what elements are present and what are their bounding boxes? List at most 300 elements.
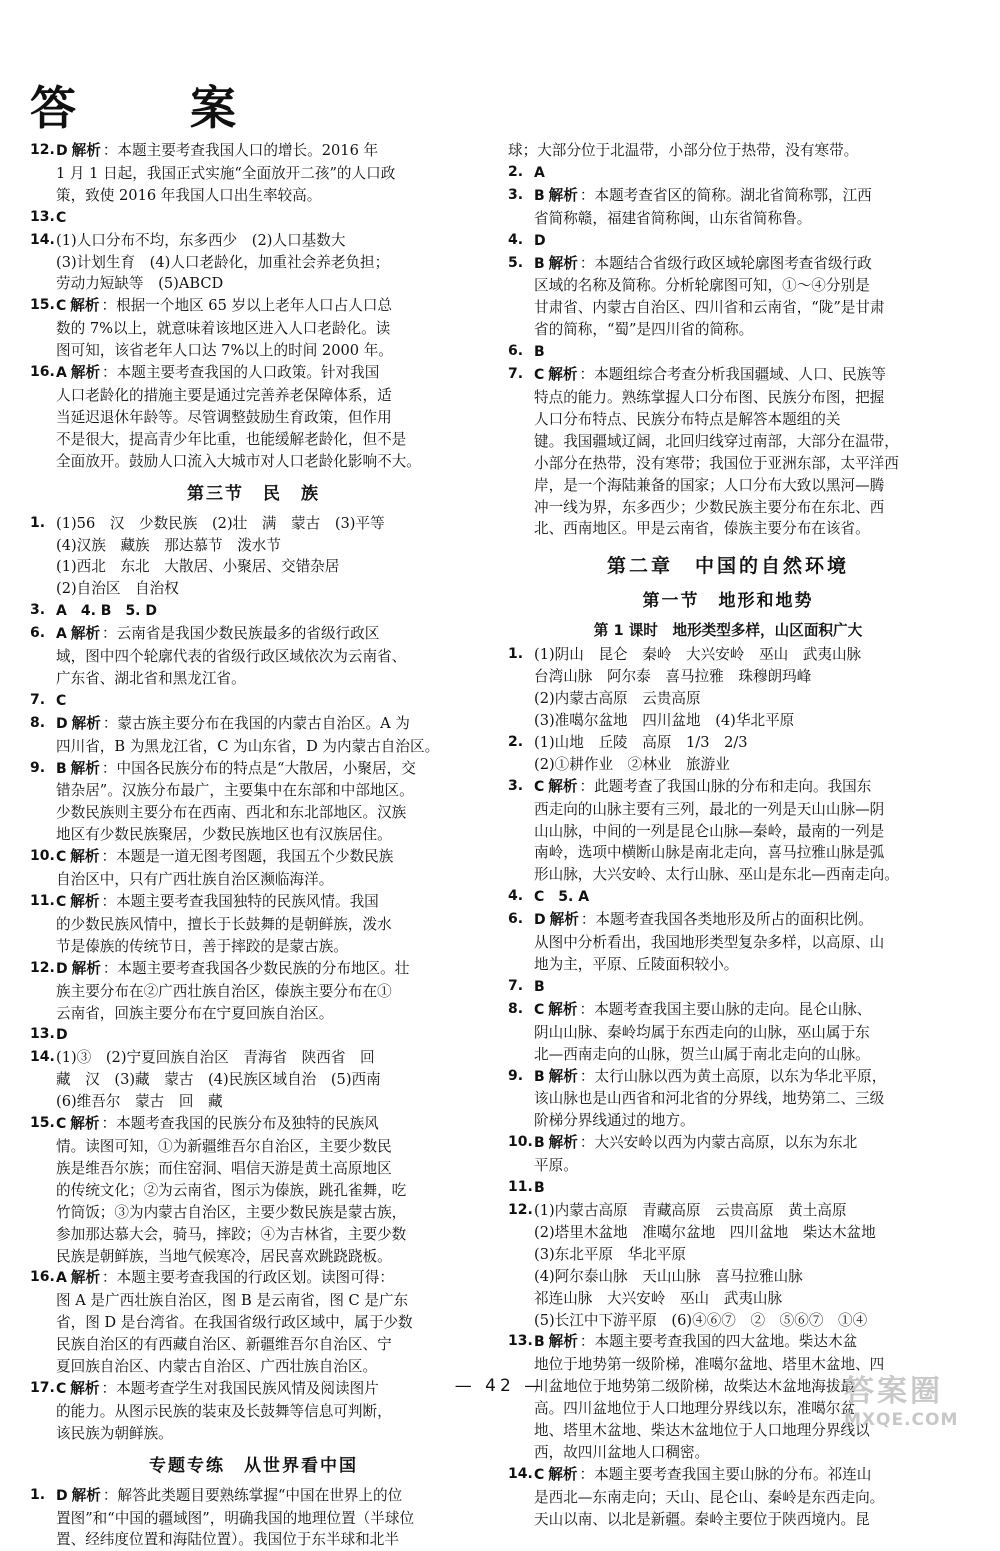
line-text: 天山以南、以北是新疆。秦岭主要位于陕西境内。昆 [534,1510,870,1528]
item-number: 1. [30,1486,46,1503]
item-number: 17. [30,1379,55,1396]
answer-line [534,842,948,864]
answer-line [534,162,948,185]
line-text: ：本题考查省区的简称。湖北省简称鄂，江西 [579,186,872,204]
item-number: 12. [508,1201,533,1218]
line-text: ：本题主要考查我国的行政区划。读图可得： [102,1269,394,1287]
line-text: 参加那达慕大会，骑马，摔跤；④为吉林省，主要少数 [56,1225,407,1243]
answer-choice: C [534,367,545,384]
analysis-tag: 解析 [71,714,101,732]
answer-line [534,185,948,208]
line-text: 西走向的山脉主要有三列，最北的一列是天山山脉—阴 [534,800,885,818]
line-text: (3)东北平原 华北平原 [534,1245,687,1263]
answer-item [30,1267,477,1378]
answer-choice: A [534,164,545,181]
answer-line [534,1200,948,1222]
line-text: (5)长江中下游平原 (6)④⑥⑦ ② ⑤⑥⑦ ①④ [534,1311,868,1329]
item-number: 6. [508,343,524,360]
line-text: 阴山山脉、秦岭均属于东西走向的山脉，巫山属于东 [534,1023,870,1041]
answer-line [534,453,948,475]
analysis-tag: 解析 [70,625,101,643]
answer-choice: B [534,1068,545,1085]
answer-line [56,623,477,646]
line-text: ：此题考查了我国山脉的分布和走向。我国东 [579,777,872,795]
item-number: 13. [508,1333,533,1350]
answer-line [534,518,948,540]
item-number: 7. [30,691,46,708]
analysis-tag: 解析 [548,1333,578,1351]
answer-choice: C [534,1466,545,1483]
answer-line [56,1290,477,1312]
answer-line [56,318,477,340]
page-number: — 42 — [454,1376,546,1396]
answer-choice: A [56,626,67,643]
answer-line [56,1024,477,1047]
item-number: 13. [30,1026,55,1043]
answer-item [30,623,477,690]
answer-choice: B [534,1135,545,1152]
item-number: 2. [508,163,524,180]
line-text: ：本题是一道无图考图题，我国五个少数民族 [101,848,394,866]
line-text: (3)计划生育 (4)人口老龄化，加重社会养老负担； [56,253,390,271]
line-text: 西，故四川盆地人口稠密。 [534,1443,710,1461]
item-number: 16. [30,364,55,381]
line-text: 置图”和“中国的疆域图”，明确我国的地理位置（半球位 [56,1509,415,1527]
answer-item [508,909,948,976]
answer-line [534,208,948,230]
answer-line [56,163,477,185]
answer-item [30,958,477,1025]
answer-line [56,1485,477,1508]
line-text: 自治区中，只有广西壮族自治区濒临海洋。 [56,871,334,889]
answer-line [534,1509,948,1531]
line-text: 北—西南走向的山脉，贺兰山属于南北走向的山脉。 [534,1045,870,1063]
analysis-tag: 解析 [548,1465,578,1483]
line-text: ：根据一个地区 65 岁以上老年人口占人口总 [101,297,393,315]
answer-item [508,1177,948,1200]
answer-line [56,736,477,758]
answer-line [534,409,948,431]
answer-line [56,1202,477,1224]
line-text: 族主要分布在②广西壮族自治区，傣族主要分布在① [56,982,392,1000]
line-text: 少数民族则主要分布在西南、西北和东北部地区。汉族 [56,804,407,822]
answer-line [56,1529,477,1551]
answer-line [56,758,477,781]
item-number: 11. [508,1179,533,1196]
answer-line [534,1177,948,1200]
item-number: 4. [508,888,524,905]
answer-choice: C [534,1001,545,1018]
answer-line [534,776,948,799]
answer-line [534,1222,948,1244]
line-text: ：本题结合省级行政区域轮廓图考查省级行政 [579,254,872,272]
answer-line [534,497,948,519]
item-number: 2. [508,733,524,750]
answer-line [56,891,477,914]
watermark-top: 答案圈 [844,1374,943,1409]
line-text: 南岭，选项中横断山脉是南北走向，喜马拉雅山脉是弧 [534,844,885,862]
answer-item [508,1200,948,1331]
answer-choice: B [534,1334,545,1351]
answer-choice: D [534,912,546,929]
line-text: 节是傣族的传统节日，善于摔跤的是蒙古族。 [56,937,348,955]
answer-line [534,1442,948,1464]
line-text: (2)塔里木盆地 准噶尔盆地 四川盆地 柴达木盆地 [534,1223,876,1241]
line-text: ：本题主要考查我国的人口政策。针对我国 [102,364,380,382]
line-text: 图 A 是广西壮族自治区，图 B 是云南省，图 C 是广东 [56,1292,409,1310]
answer-line [56,407,477,429]
line-text: 北、西南地区。甲是云南省，傣族主要分布在该省。 [534,520,870,538]
line-text: (2)自治区 自治权 [56,580,179,598]
line-text: 地区有少数民族聚居，少数民族地区也有汉族居住。 [56,826,392,844]
line-text: ：本题主要考查我国的四大盆地。柴达木盆 [579,1333,858,1351]
answer-choice: C [56,209,67,226]
answer-line [534,1044,948,1066]
answer-choice: A 4. B 5. D [56,603,157,620]
answer-line [56,429,477,451]
answer-line [534,475,948,497]
answer-line [534,1464,948,1487]
line-text: 阶梯分界线通过的地方。 [534,1112,695,1130]
answer-line [534,644,948,666]
line-text: 小部分在热带，没有寒带；我国位于亚洲东部，太平洋西 [534,454,899,472]
answer-line [56,713,477,736]
line-text: 祁连山脉 大兴安岭 巫山 武夷山脉 [534,1289,783,1307]
answer-line [56,1246,477,1268]
item-number: 15. [30,1115,55,1132]
item-number: 1. [30,514,46,531]
answer-choice: D [56,960,68,977]
analysis-tag: 解析 [70,1115,100,1133]
analysis-tag: 解析 [548,777,578,795]
answer-item [30,230,477,296]
answer-item [30,207,477,230]
answer-line [534,864,948,886]
line-text: 冲一线为界，东多西少；少数民族主要分布在东北、西 [534,498,885,516]
item-number: 7. [508,977,524,994]
answer-line [56,1356,477,1378]
line-text: 地位于地势第一级阶梯，准噶尔盆地、塔里木盆地、四 [534,1356,885,1374]
line-text: ：本题主要考查我国独特的民族风情。我国 [101,893,379,910]
line-text: ：本题考查学生对我国民族风情及阅读图片 [101,1379,379,1397]
line-text: 该山脉也是山西省和河北省的分界线，地势第二、三级 [534,1090,885,1108]
answer-line [534,387,948,409]
answer-line [534,297,948,319]
answer-line [56,513,477,535]
answer-line [534,364,948,387]
line-text: ：本题主要考查我国主要山脉的分布。祁连山 [579,1465,872,1483]
answer-item [30,690,477,713]
answer-line [56,646,477,668]
answer-line [534,954,948,976]
analysis-tag: 解析 [70,364,101,382]
answer-line [56,1047,477,1069]
answer-line [56,1136,477,1158]
answer-line [508,140,948,162]
line-text: (3)准噶尔盆地 四川盆地 (4)华北平原 [534,712,795,730]
line-text: 人口分布特点、民族分布特点是解答本题组的关 [534,410,841,428]
item-number: 12. [30,959,55,976]
line-text: 云南省，回族主要分布在宁夏回族自治区。 [56,1004,334,1022]
line-text: 不是很大，提高青少年比重，也能缓解老龄化，但不是 [56,430,407,448]
section-title-special: 专题专练 从世界看中国 [149,1455,358,1476]
line-text: 置、经纬度位置和海陆位置）。我国位于东半球和北半 [56,1531,399,1549]
answer-line [56,556,477,578]
line-text: (1)内蒙古高原 青藏高原 云贵高原 黄土高原 [534,1201,847,1219]
line-text: (1)阴山 昆仑 秦岭 大兴安岭 巫山 武夷山脉 [534,646,862,664]
answer-choice: D [56,1487,68,1504]
item-number: 12. [30,142,55,158]
analysis-tag: 解析 [548,366,578,384]
answer-line [534,1110,948,1132]
line-text: 地、塔里木盆地、柴达木盆地位于人口地理分界线以 [534,1422,870,1440]
answer-line [56,1091,477,1113]
watermark-bottom: MXQE.COM [844,1410,959,1430]
answer-line [534,710,948,732]
answer-item [508,999,948,1066]
line-text: 的少数民族风情中，擅长于长鼓舞的是朝鲜族，泼水 [56,915,392,933]
answer-item [30,891,477,958]
answer-line [534,821,948,843]
line-text: 错杂居”。汉族分布最广，主要集中在东部和中部地区。 [56,782,414,800]
analysis-tag: 解析 [71,142,101,159]
line-text: ：云南省是我国少数民族最多的省级行政区 [102,625,380,643]
answer-choice: C 5. A [534,889,590,906]
answer-line [56,252,477,274]
line-text: 民族自治区的有西藏自治区、新疆维吾尔自治区、宁 [56,1336,392,1354]
answer-line [534,1331,948,1354]
item-number: 3. [508,186,524,203]
watermark-logo [844,1375,994,1439]
answer-line [56,185,477,207]
section-title-terrain: 第一节 地形和地势 [642,591,814,612]
line-text: ：本题主要考查我国各少数民族的分布地区。壮 [102,959,410,977]
answer-line [56,140,477,163]
chapter-title: 第二章 中国的自然环境 [606,555,849,578]
item-number: 14. [30,231,55,248]
answer-item [508,341,948,364]
analysis-tag: 解析 [548,254,578,272]
item-number: 7. [508,366,524,383]
answer-line [56,1158,477,1180]
item-number: 9. [30,759,46,776]
analysis-tag: 解析 [548,1134,578,1152]
answer-line [56,981,477,1003]
answer-choice: B [534,978,545,995]
item-number: 15. [30,297,55,314]
answer-choice: B [56,760,67,777]
line-text: 当延迟退休年龄等。尽管调整鼓励生育政策，但作用 [56,408,392,426]
answer-line [534,688,948,710]
answer-item [30,713,477,758]
answer-line [56,914,477,936]
line-text: ：解答此类题目要熟练掌握“中国在世界上的位 [102,1486,403,1504]
answer-item [30,846,477,891]
line-text: ：本题考查我国各类地形及所占的面积比例。 [580,911,873,929]
line-text: (1)③ (2)宁夏回族自治区 青海省 陕西省 回 [56,1049,375,1067]
item-number: 4. [508,231,524,248]
line-text: 图可知，该省老年人口达 7%以上的时间 2000 年。 [56,342,393,360]
line-text: 策，致使 2016 年我国人口出生率较高。 [56,186,322,204]
answer-line [534,1266,948,1288]
answer-line [534,666,948,688]
answer-item [508,1066,948,1133]
item-number: 6. [30,625,46,642]
answer-choice: C [534,778,545,795]
answer-line [56,1401,477,1423]
answer-line [56,1180,477,1202]
line-text: 球；大部分位于北温带，小部分位于热带，没有寒带。 [508,142,859,159]
answer-item [508,644,948,732]
answer-item [508,364,948,540]
answer-line [534,431,948,453]
answer-choice: C [56,1116,67,1133]
line-text: 藏 汉 (3)藏 蒙古 (4)民族区域自治 (5)西南 [56,1071,381,1089]
line-text: 区域的名称及简称。分析轮廓图可知，①～④分别是 [534,277,870,295]
answer-item [30,1047,477,1113]
answer-line [534,319,948,341]
answer-line [534,253,948,276]
answer-choice: A [56,365,67,382]
answer-line [56,824,477,846]
answer-line [534,886,948,909]
line-text: 地为主，平原、丘陵面积较小。 [534,956,739,973]
answer-line [56,936,477,958]
analysis-tag: 解析 [70,1269,101,1287]
answer-choice: C [56,894,67,910]
answer-line [534,1088,948,1110]
answer-item [508,1464,948,1531]
answer-choice: C [56,849,67,866]
line-text: 特点的能力。熟练掌握人口分布图、民族分布图，把握 [534,388,885,406]
answer-choice: A [56,1270,67,1287]
line-text: 1 月 1 日起，我国正式实施“全面放开二孩”的人口政 [56,164,396,182]
line-text: ：本题主要考查我国人口的增长。2016 年 [102,142,379,159]
right-column [508,140,948,1531]
answer-line [56,385,477,407]
answer-item [30,758,477,847]
line-text: (1)山地 丘陵 高原 1/3 2/3 [534,733,748,751]
line-text: 竹筒饭；③为内蒙古自治区，主要少数民族是蒙古族， [56,1203,407,1221]
analysis-tag: 解析 [71,1486,101,1504]
line-text: 川盆地位于地势第二级阶梯，故柴达木盆地海拔最 [534,1378,856,1396]
line-text: 的传统文化；②为云南省，图示为傣族，跳孔雀舞，吃 [56,1181,407,1199]
answer-line [56,1312,477,1334]
answer-choice: C [56,1380,67,1397]
answer-line [534,754,948,776]
analysis-tag: 解析 [549,911,579,929]
answer-choice: B [534,1180,545,1197]
line-text: (1)56 汉 少数民族 (2)壮 满 蒙古 (3)平等 [56,514,385,532]
line-text: 情。读图可知，①为新疆维吾尔自治区，主要少数民 [56,1137,392,1155]
line-text: 的能力。从图示民族的装束及长鼓舞等信息可判断， [56,1402,392,1420]
section-title-ethnic: 第三节 民 族 [187,483,320,504]
answer-item [30,513,477,601]
item-number: 3. [508,777,524,794]
answer-line [534,275,948,297]
line-text: 省简称赣，福建省简称闽，山东省简称鲁。 [534,209,812,227]
answer-line [56,846,477,869]
answer-line [56,1224,477,1246]
line-text: 劳动力短缺等 (5)ABCD [56,275,224,293]
line-text: 键。我国疆域辽阔，北回归线穿过南部，大部分在温带， [534,432,899,450]
line-text: (1)西北 东北 大散居、小聚居、交错杂居 [56,558,340,576]
line-text: 数的 7%以上，就意味着该地区进入人口老龄化。读 [56,320,391,338]
analysis-tag: 解析 [548,186,578,204]
line-text: (4)汉族 藏族 那达慕节 泼水节 [56,536,281,554]
answer-line [56,802,477,824]
answer-line [534,1354,948,1376]
answer-choice: B [534,187,545,204]
line-text: 山山脉，中间的一列是昆仑山脉—秦岭，最南的一列是 [534,822,885,840]
analysis-tag: 解析 [70,848,100,866]
left-column [30,140,477,1551]
analysis-tag: 解析 [70,759,100,777]
answer-item [508,732,948,776]
answer-item [508,162,948,185]
answer-line [534,1022,948,1044]
answer-line [56,273,477,295]
answer-line [56,1423,477,1445]
answer-line [534,1155,948,1177]
item-number: 10. [508,1134,533,1151]
line-text: 民族是朝鲜族，当地气候寒冷，居民喜欢跳跷跷板。 [56,1247,392,1265]
answer-item [30,362,477,473]
answer-item [30,140,477,207]
line-text: (2)①耕作业 ②林业 旅游业 [534,755,730,773]
answer-choice: D [56,143,68,159]
answer-item [508,253,948,342]
line-text: 夏回族自治区、内蒙古自治区、广西壮族自治区。 [56,1358,378,1376]
line-text: 族是维吾尔族；而住窑洞、唱信天游是黄土高原地区 [56,1159,392,1177]
item-number: 10. [30,848,55,865]
answer-line [56,1113,477,1136]
line-text: ：本题考查我国的民族分布及独特的民族风 [101,1115,379,1133]
item-number: 6. [508,911,524,928]
answer-item [508,140,948,162]
answer-line [56,1334,477,1356]
line-text: 广东省、湖北省和黑龙江省。 [56,669,246,687]
line-text: ：本题组综合考查分析我国疆域、人口、民族等 [579,366,886,384]
answer-line [534,976,948,999]
line-text: 是西北—东南走向；天山、昆仑山、秦岭是东西走向。 [534,1488,885,1506]
answer-line [56,578,477,600]
item-number: 8. [508,1000,524,1017]
answer-choice: C [56,692,67,709]
line-text: 高。四川盆地位于人口地理分界线以东，准噶尔盆 [534,1400,856,1418]
answer-line [56,780,477,802]
line-text: 域，图中四个轮廓代表的省级行政区域依次为云南省、 [56,648,407,666]
line-text: ：本题考查我国主要山脉的走向。昆仑山脉、 [579,1000,872,1018]
item-number: 16. [30,1269,55,1286]
answer-item [30,1113,477,1267]
answer-choice: D [56,715,68,732]
line-text: 平原。 [534,1157,578,1175]
analysis-tag: 解析 [70,893,100,910]
answer-choice: B [534,255,545,272]
analysis-tag: 解析 [71,959,101,977]
answer-item [30,1485,477,1551]
item-number: 14. [30,1049,55,1066]
item-number: 9. [508,1067,524,1084]
line-text: (1)人口分布不均，东多西少 (2)人口基数大 [56,231,346,249]
line-text: 甘肃省、内蒙古自治区、四川省和云南省，“陇”是甘肃 [534,299,885,317]
answer-choice: B [534,344,545,361]
item-number: 3. [30,602,46,619]
answer-item [508,886,948,909]
answer-line [534,341,948,364]
answer-line [56,340,477,362]
